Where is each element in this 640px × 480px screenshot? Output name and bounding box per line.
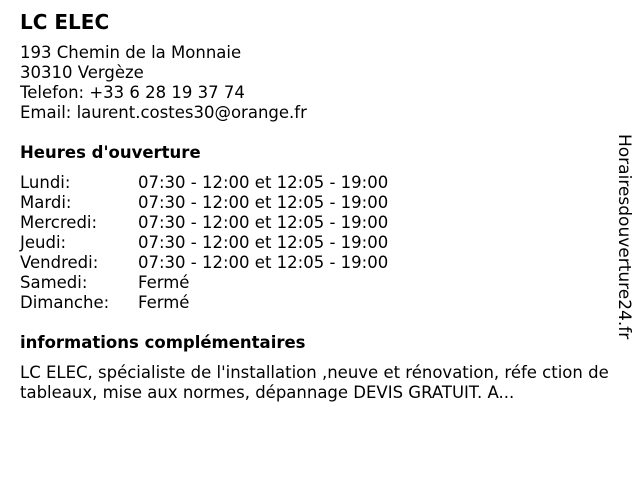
- hours-row: [20, 293, 610, 313]
- email-line: Email: laurent.costes30@orange.fr: [20, 103, 307, 122]
- hours-day: Mercredi:: [20, 213, 98, 232]
- hours-time: 07:30 - 12:00 et 12:05 - 19:00: [138, 173, 389, 192]
- hours-day: Jeudi:: [20, 233, 67, 252]
- phone-line: Telefon: +33 6 28 19 37 74: [20, 83, 245, 102]
- hours-heading: Heures d'ouverture: [20, 143, 201, 162]
- hours-row: [20, 233, 610, 253]
- hours-time: 07:30 - 12:00 et 12:05 - 19:00: [138, 213, 389, 232]
- info-heading: informations complémentaires: [20, 333, 306, 352]
- hours-time: 07:30 - 12:00 et 12:05 - 19:00: [138, 233, 389, 252]
- address-line-2: 30310 Vergèze: [20, 63, 144, 82]
- side-brand-watermark: Horairesdouverture24.fr: [614, 134, 634, 340]
- hours-row: [20, 213, 610, 233]
- hours-day: Samedi:: [20, 273, 88, 292]
- business-name: LC ELEC: [20, 10, 110, 34]
- info-description: LC ELEC, spécialiste de l'installation ,neuve et rénovation, réfe ction de tableaux, mise aux normes, dépannage DEVIS GRATUIT. A...: [20, 363, 609, 402]
- hours-day: Dimanche:: [20, 293, 110, 312]
- hours-table: [20, 173, 610, 313]
- hours-day: Vendredi:: [20, 253, 99, 272]
- hours-row: [20, 253, 610, 273]
- hours-day: Mardi:: [20, 193, 72, 212]
- hours-time: 07:30 - 12:00 et 12:05 - 19:00: [138, 253, 389, 272]
- hours-day: Lundi:: [20, 173, 71, 192]
- hours-row: [20, 173, 610, 193]
- business-card: [20, 9, 610, 403]
- contact-block: [20, 43, 610, 123]
- hours-time: Fermé: [138, 293, 190, 312]
- hours-row: [20, 193, 610, 213]
- hours-time: 07:30 - 12:00 et 12:05 - 19:00: [138, 193, 389, 212]
- address-line-1: 193 Chemin de la Monnaie: [20, 43, 242, 62]
- hours-row: [20, 273, 610, 293]
- hours-time: Fermé: [138, 273, 190, 292]
